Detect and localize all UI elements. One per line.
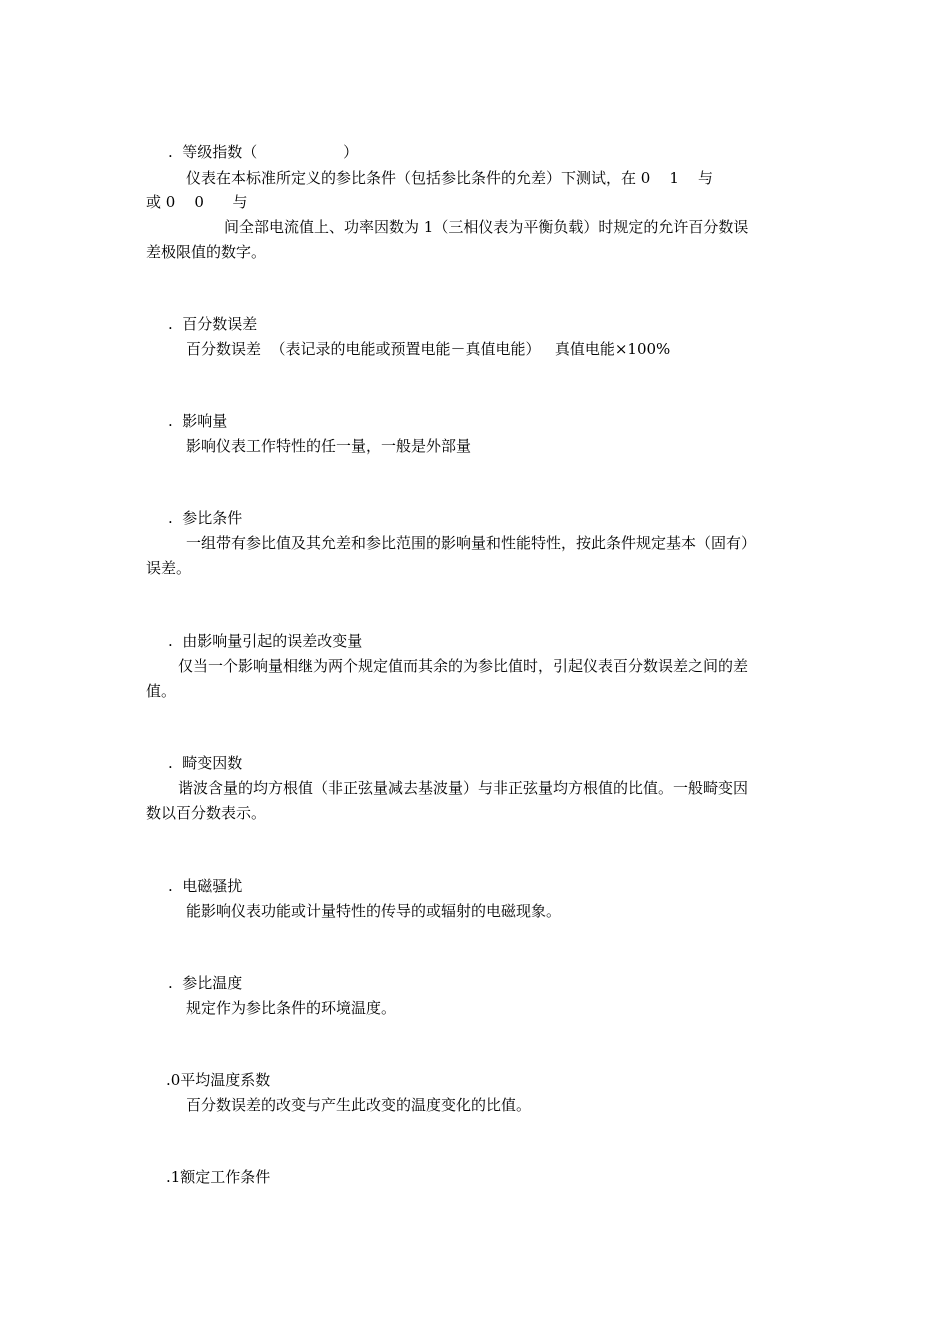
body-line: 影响仪表工作特性的任一量，一般是外部量 — [186, 437, 472, 455]
body-line: 或 0 0 与 — [146, 193, 248, 211]
section-heading: .0平均温度系数 — [166, 1071, 271, 1089]
body-line: 仅当一个影响量相继为两个规定值而其余的为参比值时，引起仪表百分数误差之间的差 — [178, 657, 749, 675]
body-line: 能影响仪表功能或计量特性的传导的或辐射的电磁现象。 — [186, 902, 562, 920]
section-heading: . 电磁骚扰 — [168, 877, 243, 895]
body-line: 一组带有参比值及其允差和参比范围的影响量和性能特性，按此条件规定基本（固有） — [186, 534, 757, 552]
body-line: 百分数误差的改变与产生此改变的温度变化的比值。 — [186, 1096, 532, 1114]
section-heading: . 百分数误差 — [168, 315, 258, 333]
section-heading: . 参比条件 — [168, 509, 243, 527]
body-line: 误差。 — [146, 559, 192, 577]
body-line: 数以百分数表示。 — [146, 804, 267, 822]
body-line: 规定作为参比条件的环境温度。 — [186, 999, 397, 1017]
section-heading: . 影响量 — [168, 412, 228, 430]
section-heading: . 畸变因数 — [168, 754, 243, 772]
section-heading: . 等级指数（ ） — [168, 143, 359, 161]
body-line: 差极限值的数字。 — [146, 243, 267, 261]
body-line: 百分数误差 （表记录的电能或预置电能－真值电能） 真值电能×100% — [186, 340, 671, 358]
body-line: 谐波含量的均方根值（非正弦量减去基波量）与非正弦量均方根值的比值。一般畸变因 — [178, 779, 749, 797]
body-line: 间全部电流值上、功率因数为 1（三相仪表为平衡负载）时规定的允许百分数误 — [224, 218, 749, 236]
section-heading: . 由影响量引起的误差改变量 — [168, 632, 363, 650]
section-heading: . 参比温度 — [168, 974, 243, 992]
section-heading: .1额定工作条件 — [166, 1168, 271, 1186]
body-line: 值。 — [146, 682, 177, 700]
body-line: 仪表在本标准所定义的参比条件（包括参比条件的允差）下测试，在 0 1 与 — [186, 169, 714, 187]
